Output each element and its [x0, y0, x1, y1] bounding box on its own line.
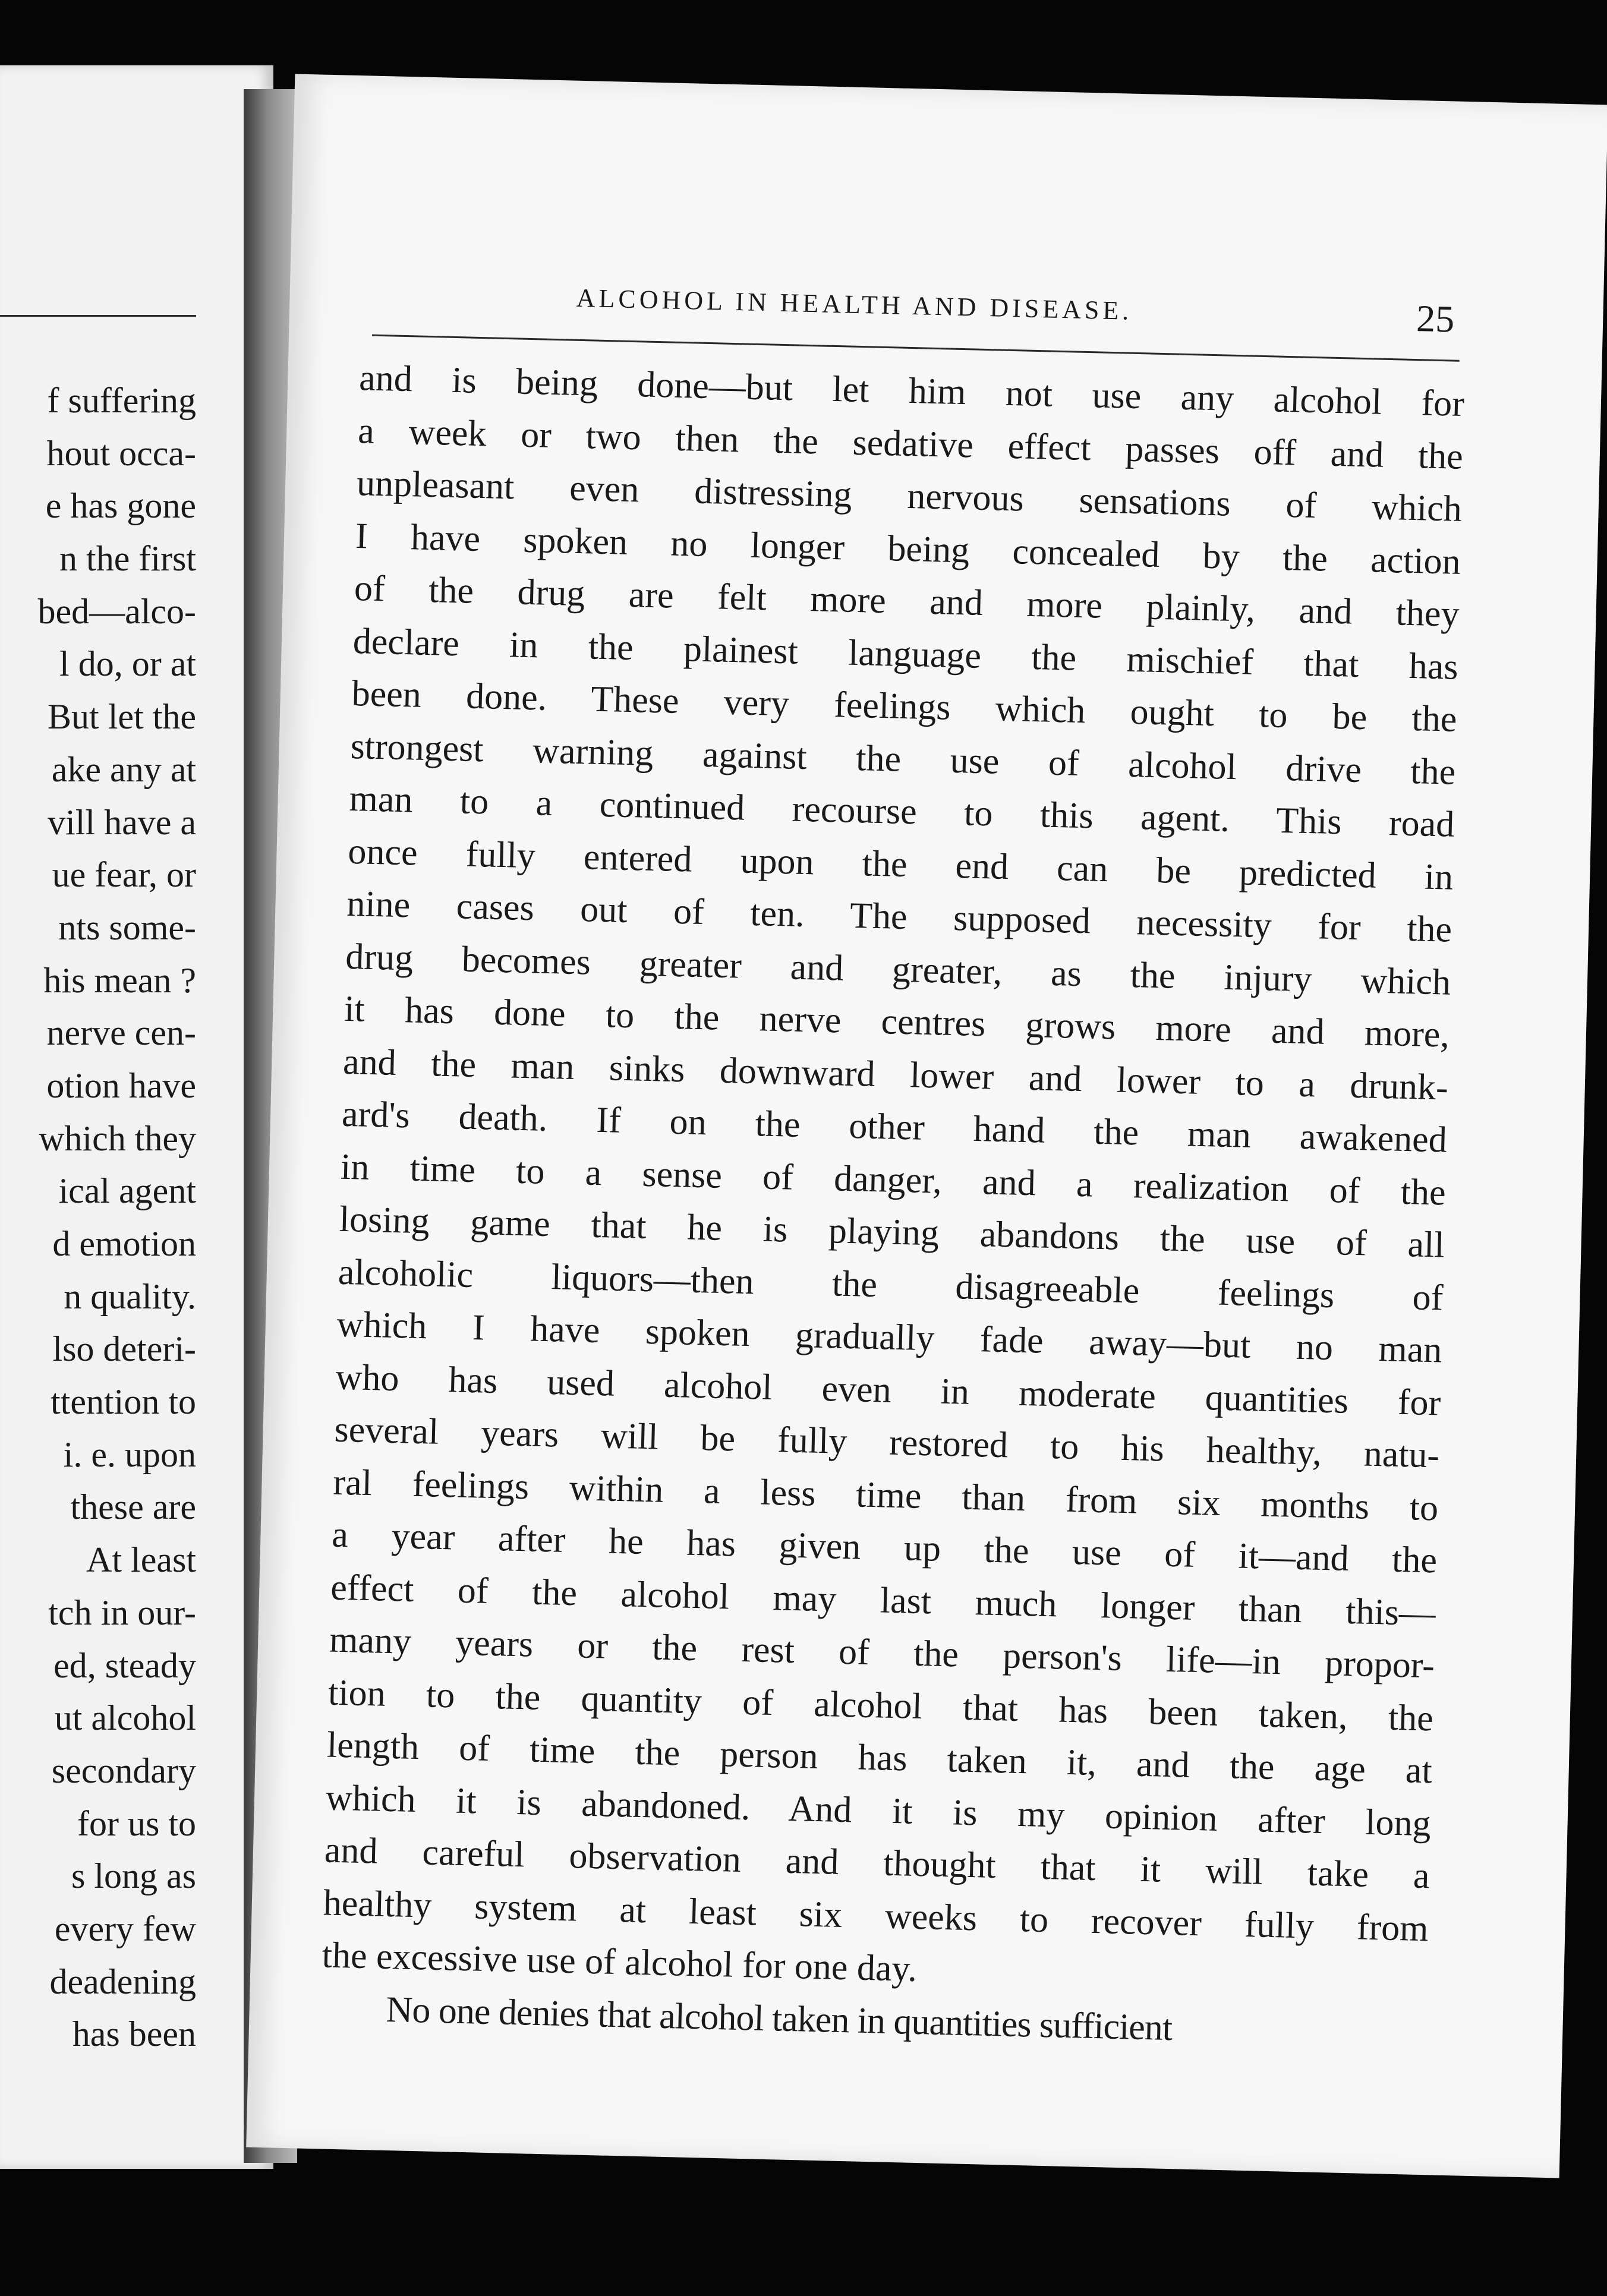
text-line: many years or the rest of the person's life—in propor- — [329, 1619, 1435, 1686]
left-text-line: every few — [54, 1909, 196, 1948]
text-line: losing game that he is playing abandons the use of all — [339, 1199, 1445, 1266]
left-text-line: ut alcohol — [54, 1698, 196, 1738]
text-line: drug becomes greater and greater, as the injury which — [345, 936, 1451, 1003]
left-text-line: e has gone — [45, 486, 196, 526]
text-line: and is being done—but let him not use any alcohol for — [358, 358, 1465, 424]
text-line: alcoholic liquors—then the disagreeable feelings of — [338, 1251, 1444, 1319]
left-text-line: But let the — [48, 697, 196, 737]
page-header — [361, 272, 1455, 345]
left-text-line: these are — [70, 1487, 196, 1527]
text-line: unpleasant even distressing nervous sensations of which — [356, 463, 1463, 529]
text-line: effect of the alcohol may last much longer than this— — [330, 1567, 1436, 1633]
text-line: healthy system at least six weeks to recover fully from — [323, 1882, 1429, 1949]
left-text-line: tch in our- — [48, 1592, 196, 1632]
left-text-line: for us to — [77, 1803, 196, 1843]
left-text-line: bed—alco- — [37, 591, 196, 631]
text-line: nine cases out of ten. The supposed necessity for the — [346, 883, 1452, 950]
left-text-line: secondary — [51, 1751, 196, 1790]
left-header-rule — [0, 315, 196, 317]
left-text-line: ed, steady — [53, 1645, 196, 1685]
left-text-line: d emotion — [52, 1224, 196, 1263]
body-text — [320, 352, 1465, 2060]
left-text-line: n quality. — [64, 1276, 196, 1316]
text-line: it has done to the nerve centres grows more and more, — [344, 988, 1450, 1055]
left-text-line: f suffering — [47, 381, 196, 420]
text-line: ard's death. If on the other hand the man awakened — [341, 1093, 1448, 1160]
left-text-line: which they — [39, 1118, 196, 1158]
left-text-line: otion have — [46, 1065, 196, 1105]
left-text-line: hout occa- — [46, 433, 196, 473]
left-text-line: has been — [72, 2014, 196, 2054]
left-text-line: i. e. upon — [63, 1434, 196, 1474]
left-text-line: vill have a — [48, 802, 196, 842]
text-line: a year after he has given up the use of it—and the — [331, 1514, 1438, 1581]
text-line: declare in the plainest language the mischief that has — [352, 620, 1459, 687]
text-line: a week or two then the sedative effect passes off and the — [357, 410, 1464, 477]
text-line: which I have spoken gradually fade away—but no man — [336, 1304, 1443, 1371]
left-text-line: At least — [86, 1540, 196, 1580]
text-line: length of time the person has taken it, and the age at — [326, 1724, 1433, 1792]
text-line: which it is abandoned. And it is my opinion after long — [325, 1777, 1432, 1844]
left-text-line: his mean ? — [43, 960, 196, 1000]
left-text-line: ttention to — [51, 1382, 196, 1422]
text-line: who has used alcohol even in moderate quantities for — [335, 1357, 1442, 1423]
left-text-line: ical agent — [58, 1171, 196, 1211]
left-text-line: deadening — [49, 1961, 196, 2001]
left-text-line: s long as — [71, 1856, 196, 1896]
left-text-line: nerve cen- — [46, 1013, 196, 1053]
running-head: ALCOHOL IN HEALTH AND DISEASE. — [576, 283, 1133, 326]
page-number: 25 — [1416, 297, 1455, 340]
text-line: and careful observation and thought that it will take a — [324, 1830, 1430, 1897]
text-line: tion to the quantity of alcohol that has been taken, the — [327, 1672, 1434, 1739]
text-line: of the drug are felt more and more plainly, and they — [354, 568, 1460, 635]
text-line: man to a continued recourse to this agent. This road — [348, 778, 1455, 845]
text-line: and the man sinks downward lower and lower to a drunk- — [342, 1041, 1449, 1108]
right-page — [246, 74, 1607, 2178]
left-text-line: n the first — [59, 539, 196, 579]
text-line: I have spoken no longer being concealed by the action — [355, 515, 1461, 582]
left-page — [0, 65, 273, 2169]
text-line: in time to a sense of danger, and a realization of the — [340, 1146, 1447, 1213]
left-text-line: nts some- — [58, 907, 196, 947]
text-line: ral feelings within a less time than from six months to — [332, 1462, 1439, 1528]
text-line: several years will be fully restored to his healthy, natu- — [333, 1409, 1440, 1476]
left-text-line: ue fear, or — [52, 855, 196, 895]
paragraph-1 — [322, 352, 1465, 2008]
text-line: the excessive use of alcohol for one day. — [322, 1935, 918, 1989]
left-page-text — [0, 374, 196, 2061]
left-text-line: ake any at — [51, 749, 196, 789]
left-text-line: lso deteri- — [52, 1329, 196, 1369]
text-line: No one denies that alcohol taken in quantities sufficient — [385, 1989, 1173, 2048]
text-line: been done. These very feelings which ought to be the — [351, 673, 1458, 740]
text-line: once fully entered upon the end can be predicted in — [347, 831, 1454, 898]
text-line: strongest warning against the use of alcohol drive the — [349, 726, 1457, 793]
left-text-line: l do, or at — [59, 644, 196, 684]
